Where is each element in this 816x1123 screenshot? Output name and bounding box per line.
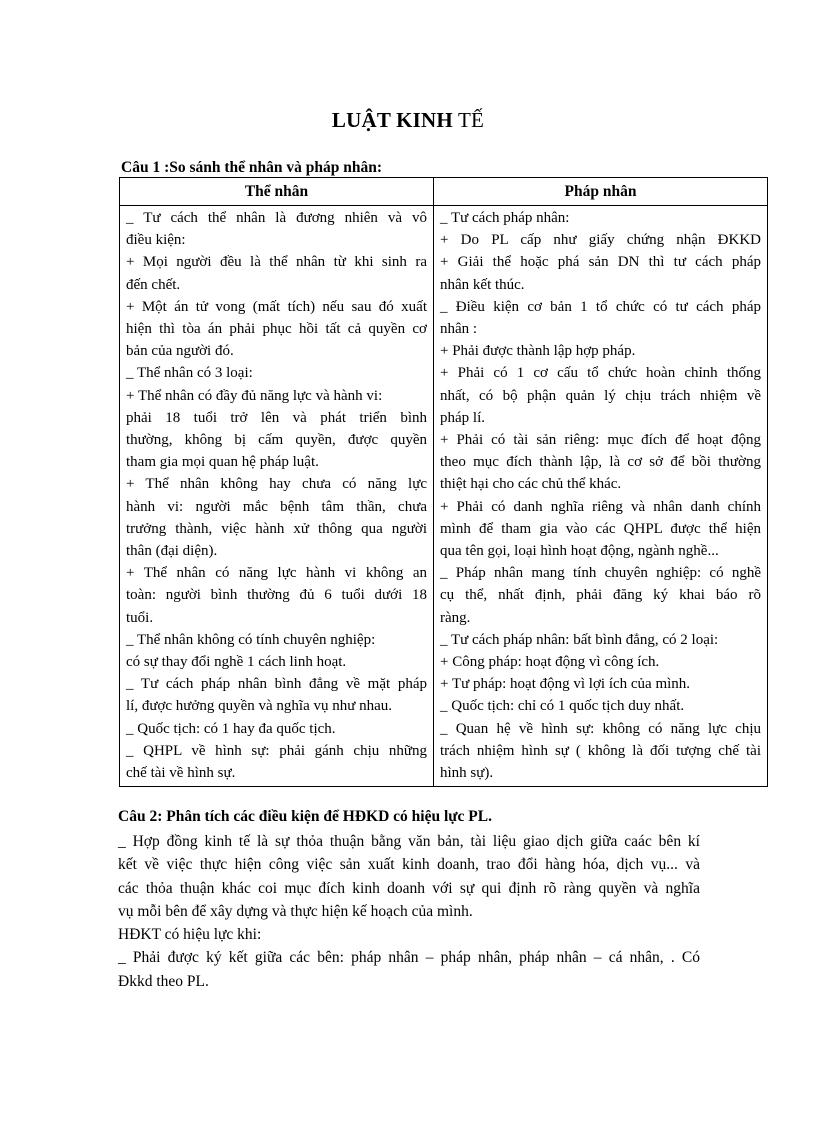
header-phap-nhan: Pháp nhân [434, 178, 768, 206]
question-2-heading: Câu 2: Phân tích các điều kiện để HĐKD có hiệu lực PL. [118, 808, 492, 825]
phap-nhan-line: _ Quốc tịch: chỉ có 1 quốc tịch duy nhất. [440, 698, 685, 715]
document-title [0, 108, 816, 133]
the-nhan-line: toàn: người bình thường đủ 6 tuổi dưới 18 [126, 587, 427, 604]
the-nhan-line: + Thể nhân có đầy đủ năng lực và hành vi: [126, 387, 383, 404]
the-nhan-line: + Thể nhân không hay chưa có năng lực [126, 476, 427, 493]
the-nhan-line: _ QHPL về hình sự: phải gánh chịu những [126, 742, 427, 759]
question-2-line: HĐKT có hiệu lực khi: [118, 926, 262, 944]
the-nhan-line: _ Quốc tịch: có 1 hay đa quốc tịch. [126, 720, 336, 737]
the-nhan-line: _ Tư cách thể nhân là đương nhiên và vô [126, 210, 427, 226]
title-bold: LUẬT KINH [331, 108, 453, 132]
phap-nhan-line: + Do PL cấp như giấy chứng nhận ĐKKD [440, 232, 761, 249]
the-nhan-line: _ Thể nhân có 3 loại: [126, 365, 253, 382]
phap-nhan-line: trách nhiệm hình sự ( không là đối tượng chế tài [440, 742, 761, 759]
phap-nhan-line: + Công pháp: hoạt động vì công ích. [440, 654, 660, 671]
question-2-body [118, 830, 700, 993]
the-nhan-line: + Một án tử vong (mất tích) nếu sau đó xuất [126, 298, 427, 315]
phap-nhan-line: + Tư pháp: hoạt động vì lợi ích của mình. [440, 676, 691, 693]
phap-nhan-line: mình để tham gia vào các QHPL được thể hiện [440, 520, 761, 537]
phap-nhan-line: cụ thể, nhất định, phải đăng ký khai báo rõ [440, 587, 761, 604]
phap-nhan-line: nhân : [440, 321, 478, 338]
phap-nhan-line: _ Điều kiện cơ bản 1 tổ chức có tư cách pháp [440, 298, 761, 315]
phap-nhan-line: nhân kết thúc. [440, 276, 525, 293]
the-nhan-line: chế tài về hình sự. [126, 765, 236, 782]
the-nhan-line: hiện thì tòa án phải phục hồi tất cả quyền cơ [126, 321, 427, 338]
the-nhan-column [120, 206, 434, 787]
the-nhan-line: _ Thể nhân không có tính chuyên nghiệp: [126, 631, 376, 648]
the-nhan-line: có sự thay đổi nghề 1 cách linh hoạt. [126, 654, 347, 671]
the-nhan-line: hành vi: người mắc bệnh tâm thần, chưa [126, 498, 427, 515]
phap-nhan-line: qua tên gọi, loại hình hoạt động, ngành nghề... [440, 543, 719, 560]
table-row [120, 206, 768, 787]
question-2-line: _ Hợp đồng kinh tế là sự thỏa thuận bằng văn bản, tài liệu giao dịch giữa caác bên kí [118, 833, 700, 850]
question-2-line: _ Phải được ký kết giữa các bên: pháp nhân – pháp nhân, pháp nhân – cá nhân, . Có [118, 949, 700, 967]
question-1-heading: Câu 1 :So sánh thể nhân và pháp nhân: [121, 159, 383, 176]
the-nhan-line: _ Tư cách pháp nhân bình đẳng về mặt pháp [126, 676, 427, 693]
phap-nhan-line: nhất, có bộ phận quản lý chịu trách nhiệm về [440, 387, 761, 404]
the-nhan-line: đến chết. [126, 276, 181, 293]
the-nhan-line: + Thể nhân có năng lực hành vi không an [126, 565, 427, 582]
phap-nhan-line: ràng. [440, 609, 471, 626]
question-2-line: Đkkd theo PL. [118, 972, 209, 990]
phap-nhan-line: + Phải được thành lập hợp pháp. [440, 343, 636, 360]
the-nhan-line: tuổi. [126, 609, 154, 626]
question-2-line: kết về việc thực hiện công việc sản xuất kinh doanh, trao đổi hàng hóa, dịch vụ... và [118, 856, 700, 874]
title-rest: TẾ [452, 108, 485, 132]
question-2-line: các thỏa thuận khác coi mục đích kinh doanh với sự qui định rõ ràng quyền và nghĩa [118, 879, 700, 897]
phap-nhan-line: _ Pháp nhân mang tính chuyên nghiệp: có nghề [440, 565, 761, 582]
question-2-line: vụ mỗi bên để xây dựng và thực hiện kế hoạch của mình. [118, 902, 473, 920]
the-nhan-line: thường, không bị cấm quyền, được quyền [126, 432, 427, 449]
the-nhan-line: trưởng thành, việc hành xử thông qua người [126, 520, 427, 537]
the-nhan-line: tham gia mọi quan hệ pháp luật. [126, 454, 319, 471]
phap-nhan-line: thiệt hại cho các chủ thể khác. [440, 476, 622, 493]
phap-nhan-line: _ Tư cách pháp nhân: bất bình đẳng, có 2 loại: [440, 631, 719, 648]
phap-nhan-line: _ Quan hệ về hình sự: không có năng lực chịu [440, 720, 761, 737]
phap-nhan-line: + Phải có tài sản riêng: mục đích để hoạt động [440, 432, 761, 449]
the-nhan-line: bản của người đó. [126, 343, 234, 360]
table-header-row [120, 178, 768, 206]
the-nhan-line: lí, được hưởng quyền và nghĩa vụ như nhau. [126, 698, 393, 715]
phap-nhan-line: hình sự). [440, 765, 494, 782]
comparison-table [119, 177, 768, 787]
the-nhan-line: thân (đại diện). [126, 543, 218, 560]
the-nhan-line: + Mọi người đều là thể nhân từ khi sinh ra [126, 254, 427, 271]
phap-nhan-line: + Phải có 1 cơ cấu tổ chức hoàn chỉnh thống [440, 365, 761, 382]
the-nhan-line: phải 18 tuổi trở lên và phát triển bình [126, 409, 427, 426]
phap-nhan-line: + Phải có danh nghĩa riêng và nhân danh chính [440, 498, 761, 515]
header-the-nhan: Thể nhân [120, 178, 434, 206]
phap-nhan-line: + Giải thể hoặc phá sản DN thì tư cách pháp [440, 254, 761, 271]
phap-nhan-line: pháp lí. [440, 409, 485, 426]
phap-nhan-line: _ Tư cách pháp nhân: [440, 210, 570, 226]
phap-nhan-column [434, 206, 768, 787]
phap-nhan-line: theo mục đích thành lập, là cơ sở để bồi thường [440, 454, 761, 471]
the-nhan-line: điều kiện: [126, 232, 186, 249]
